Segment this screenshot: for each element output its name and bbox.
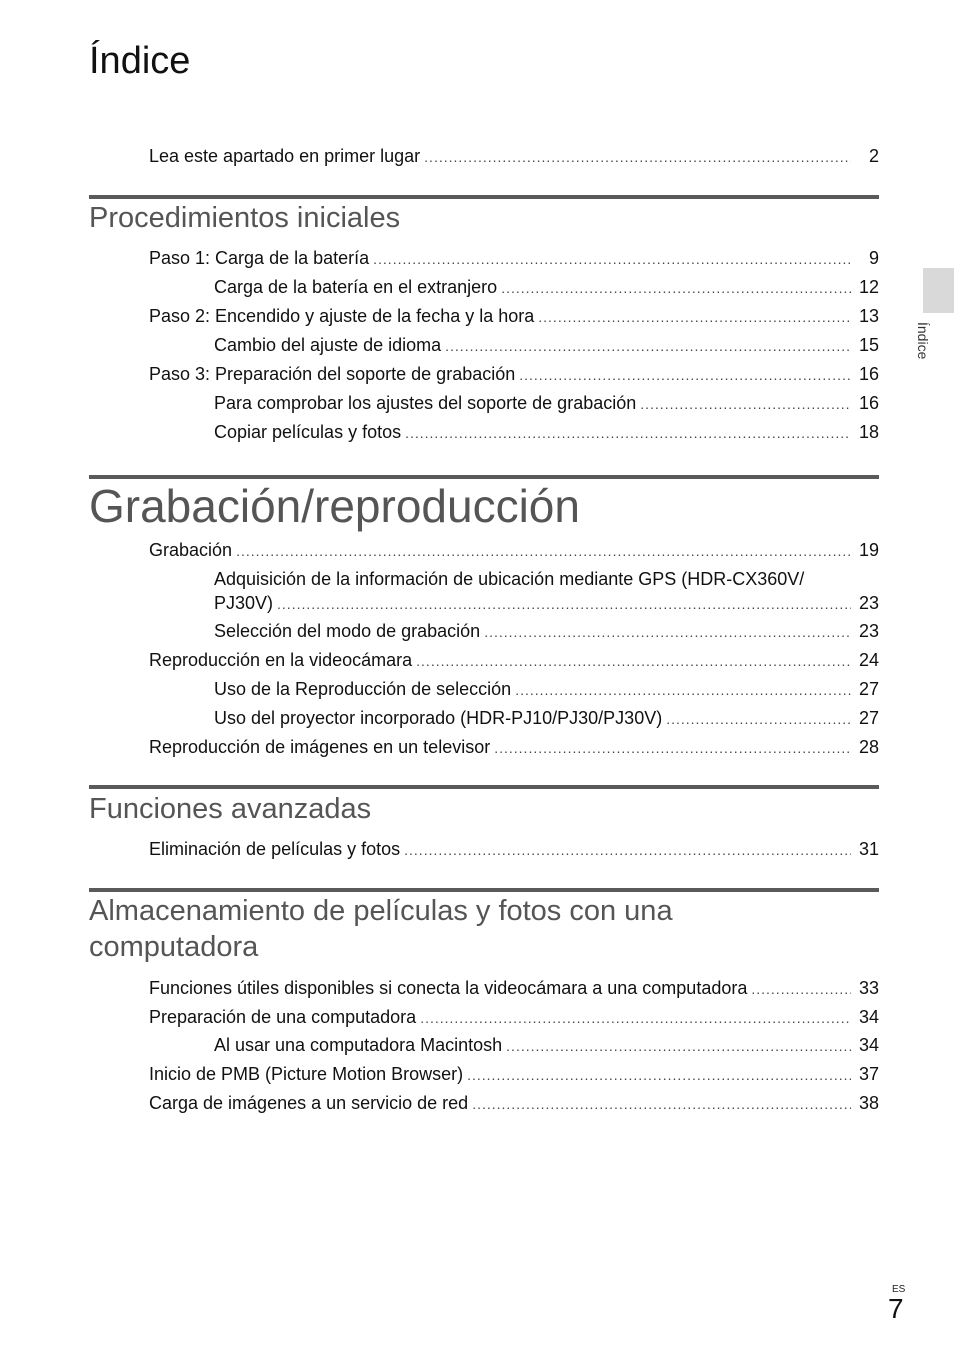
dot-leader (424, 145, 851, 169)
section-title-almacenamiento (89, 893, 673, 965)
dot-leader (501, 276, 851, 300)
toc-page-number: 28 (858, 737, 879, 757)
dot-leader (519, 363, 851, 387)
page-title: Índice (89, 40, 191, 82)
toc-entry-label: Carga de la batería en el extranjero (214, 277, 498, 297)
toc-page-number: 15 (858, 335, 879, 355)
dot-leader (405, 421, 851, 445)
toc-entry[interactable] (149, 735, 879, 760)
toc-subentry[interactable] (214, 706, 879, 731)
dot-leader (277, 592, 851, 616)
section-title-funciones-avanzadas: Funciones avanzadas (89, 793, 372, 825)
toc-page-number: 16 (858, 393, 879, 413)
dot-leader (373, 247, 851, 271)
toc-page-number: 37 (858, 1064, 879, 1084)
toc-page-number: 12 (858, 277, 879, 297)
toc-entry-label: Eliminación de películas y fotos (149, 839, 401, 859)
toc-subentry[interactable] (214, 275, 879, 300)
side-tab-label: Índice (915, 322, 931, 360)
toc-entry-label: Adquisición de la información de ubicación mediante GPS (HDR-CX360V/ (214, 569, 805, 589)
toc-page-number: 13 (858, 306, 879, 326)
toc-entry-label: Reproducción en la videocámara (149, 650, 413, 670)
dot-leader (640, 392, 851, 416)
toc-page-number: 33 (858, 978, 879, 998)
dot-leader (666, 707, 851, 731)
dot-leader (484, 620, 851, 644)
toc-entry-label: Paso 3: Preparación del soporte de grabación (149, 364, 516, 384)
toc-page-number: 27 (858, 679, 879, 699)
toc-entry-label: Selección del modo de grabación (214, 621, 481, 641)
toc-page-number: 23 (858, 621, 879, 641)
toc-page-number: 34 (858, 1035, 879, 1055)
toc-entry-intro[interactable] (149, 144, 879, 169)
side-tab-marker (923, 268, 954, 313)
toc-subentry[interactable] (214, 420, 879, 445)
toc-page-number: 27 (858, 708, 879, 728)
section-rule (89, 888, 879, 892)
page-number: 7 (888, 1293, 904, 1324)
dot-leader (404, 838, 851, 862)
toc-entry[interactable] (149, 246, 879, 271)
toc-subentry[interactable] (214, 567, 879, 616)
toc-entry-label: Funciones útiles disponibles si conecta la videocámara a una computadora (149, 978, 748, 998)
dot-leader (751, 977, 851, 1001)
toc-subentry[interactable] (214, 391, 879, 416)
dot-leader (472, 1092, 851, 1116)
toc-entry-label: Al usar una computadora Macintosh (214, 1035, 503, 1055)
toc-subentry[interactable] (214, 619, 879, 644)
toc-page-number: 2 (868, 146, 879, 166)
toc-entry-label: Cambio del ajuste de idioma (214, 335, 442, 355)
section-title-grabacion: Grabación/reproducción (89, 480, 580, 532)
toc-page-number: 24 (858, 650, 879, 670)
toc-page-number: 9 (868, 248, 879, 268)
toc-entry-label: Para comprobar los ajustes del soporte de grabación (214, 393, 637, 413)
section-title-line: computadora (89, 931, 259, 963)
toc-entry[interactable] (149, 304, 879, 329)
toc-page-number: 16 (858, 364, 879, 384)
toc-page-number: 19 (858, 540, 879, 560)
toc-entry-label: Paso 1: Carga de la batería (149, 248, 370, 268)
toc-page-number: 23 (858, 593, 879, 613)
toc-page-number: 18 (858, 422, 879, 442)
toc-entry-label: Lea este apartado en primer lugar (149, 146, 421, 166)
toc-entry[interactable] (149, 648, 879, 673)
toc-subentry[interactable] (214, 1033, 879, 1058)
dot-leader (420, 1006, 851, 1030)
toc-page-number: 31 (858, 839, 879, 859)
toc-page-number: 34 (858, 1007, 879, 1027)
dot-leader (515, 678, 851, 702)
section-title-line: Almacenamiento de películas y fotos con una (89, 895, 673, 927)
section-rule (89, 195, 879, 199)
toc-entry[interactable] (149, 1062, 879, 1087)
toc-entry[interactable] (149, 362, 879, 387)
dot-leader (467, 1063, 851, 1087)
toc-entry-label: Uso de la Reproducción de selección (214, 679, 512, 699)
toc-entry-label: Inicio de PMB (Picture Motion Browser) (149, 1064, 464, 1084)
toc-subentry[interactable] (214, 333, 879, 358)
dot-leader (538, 305, 851, 329)
toc-entry-label: Carga de imágenes a un servicio de red (149, 1093, 469, 1113)
dot-leader (416, 649, 851, 673)
dot-leader (445, 334, 851, 358)
dot-leader (494, 736, 851, 760)
toc-entry-label-continued: PJ30V) (214, 593, 274, 613)
toc-page-number: 38 (858, 1093, 879, 1113)
page-language-code: ES (892, 1284, 906, 1295)
toc-entry[interactable] (149, 976, 879, 1001)
toc-entry[interactable] (149, 538, 879, 563)
toc-entry-label: Preparación de una computadora (149, 1007, 417, 1027)
toc-subentry[interactable] (214, 677, 879, 702)
toc-entry-label: Paso 2: Encendido y ajuste de la fecha y la hora (149, 306, 535, 326)
section-rule (89, 785, 879, 789)
toc-entry-label: Copiar películas y fotos (214, 422, 402, 442)
dot-leader (506, 1034, 851, 1058)
toc-entry-label: Uso del proyector incorporado (HDR-PJ10/PJ30/PJ30V) (214, 708, 663, 728)
toc-entry[interactable] (149, 837, 879, 862)
toc-entry-label: Reproducción de imágenes en un televisor (149, 737, 491, 757)
dot-leader (236, 539, 851, 563)
section-title-procedimientos: Procedimientos iniciales (89, 202, 401, 234)
toc-entry[interactable] (149, 1091, 879, 1116)
toc-entry-label: Grabación (149, 540, 233, 560)
toc-entry[interactable] (149, 1005, 879, 1030)
